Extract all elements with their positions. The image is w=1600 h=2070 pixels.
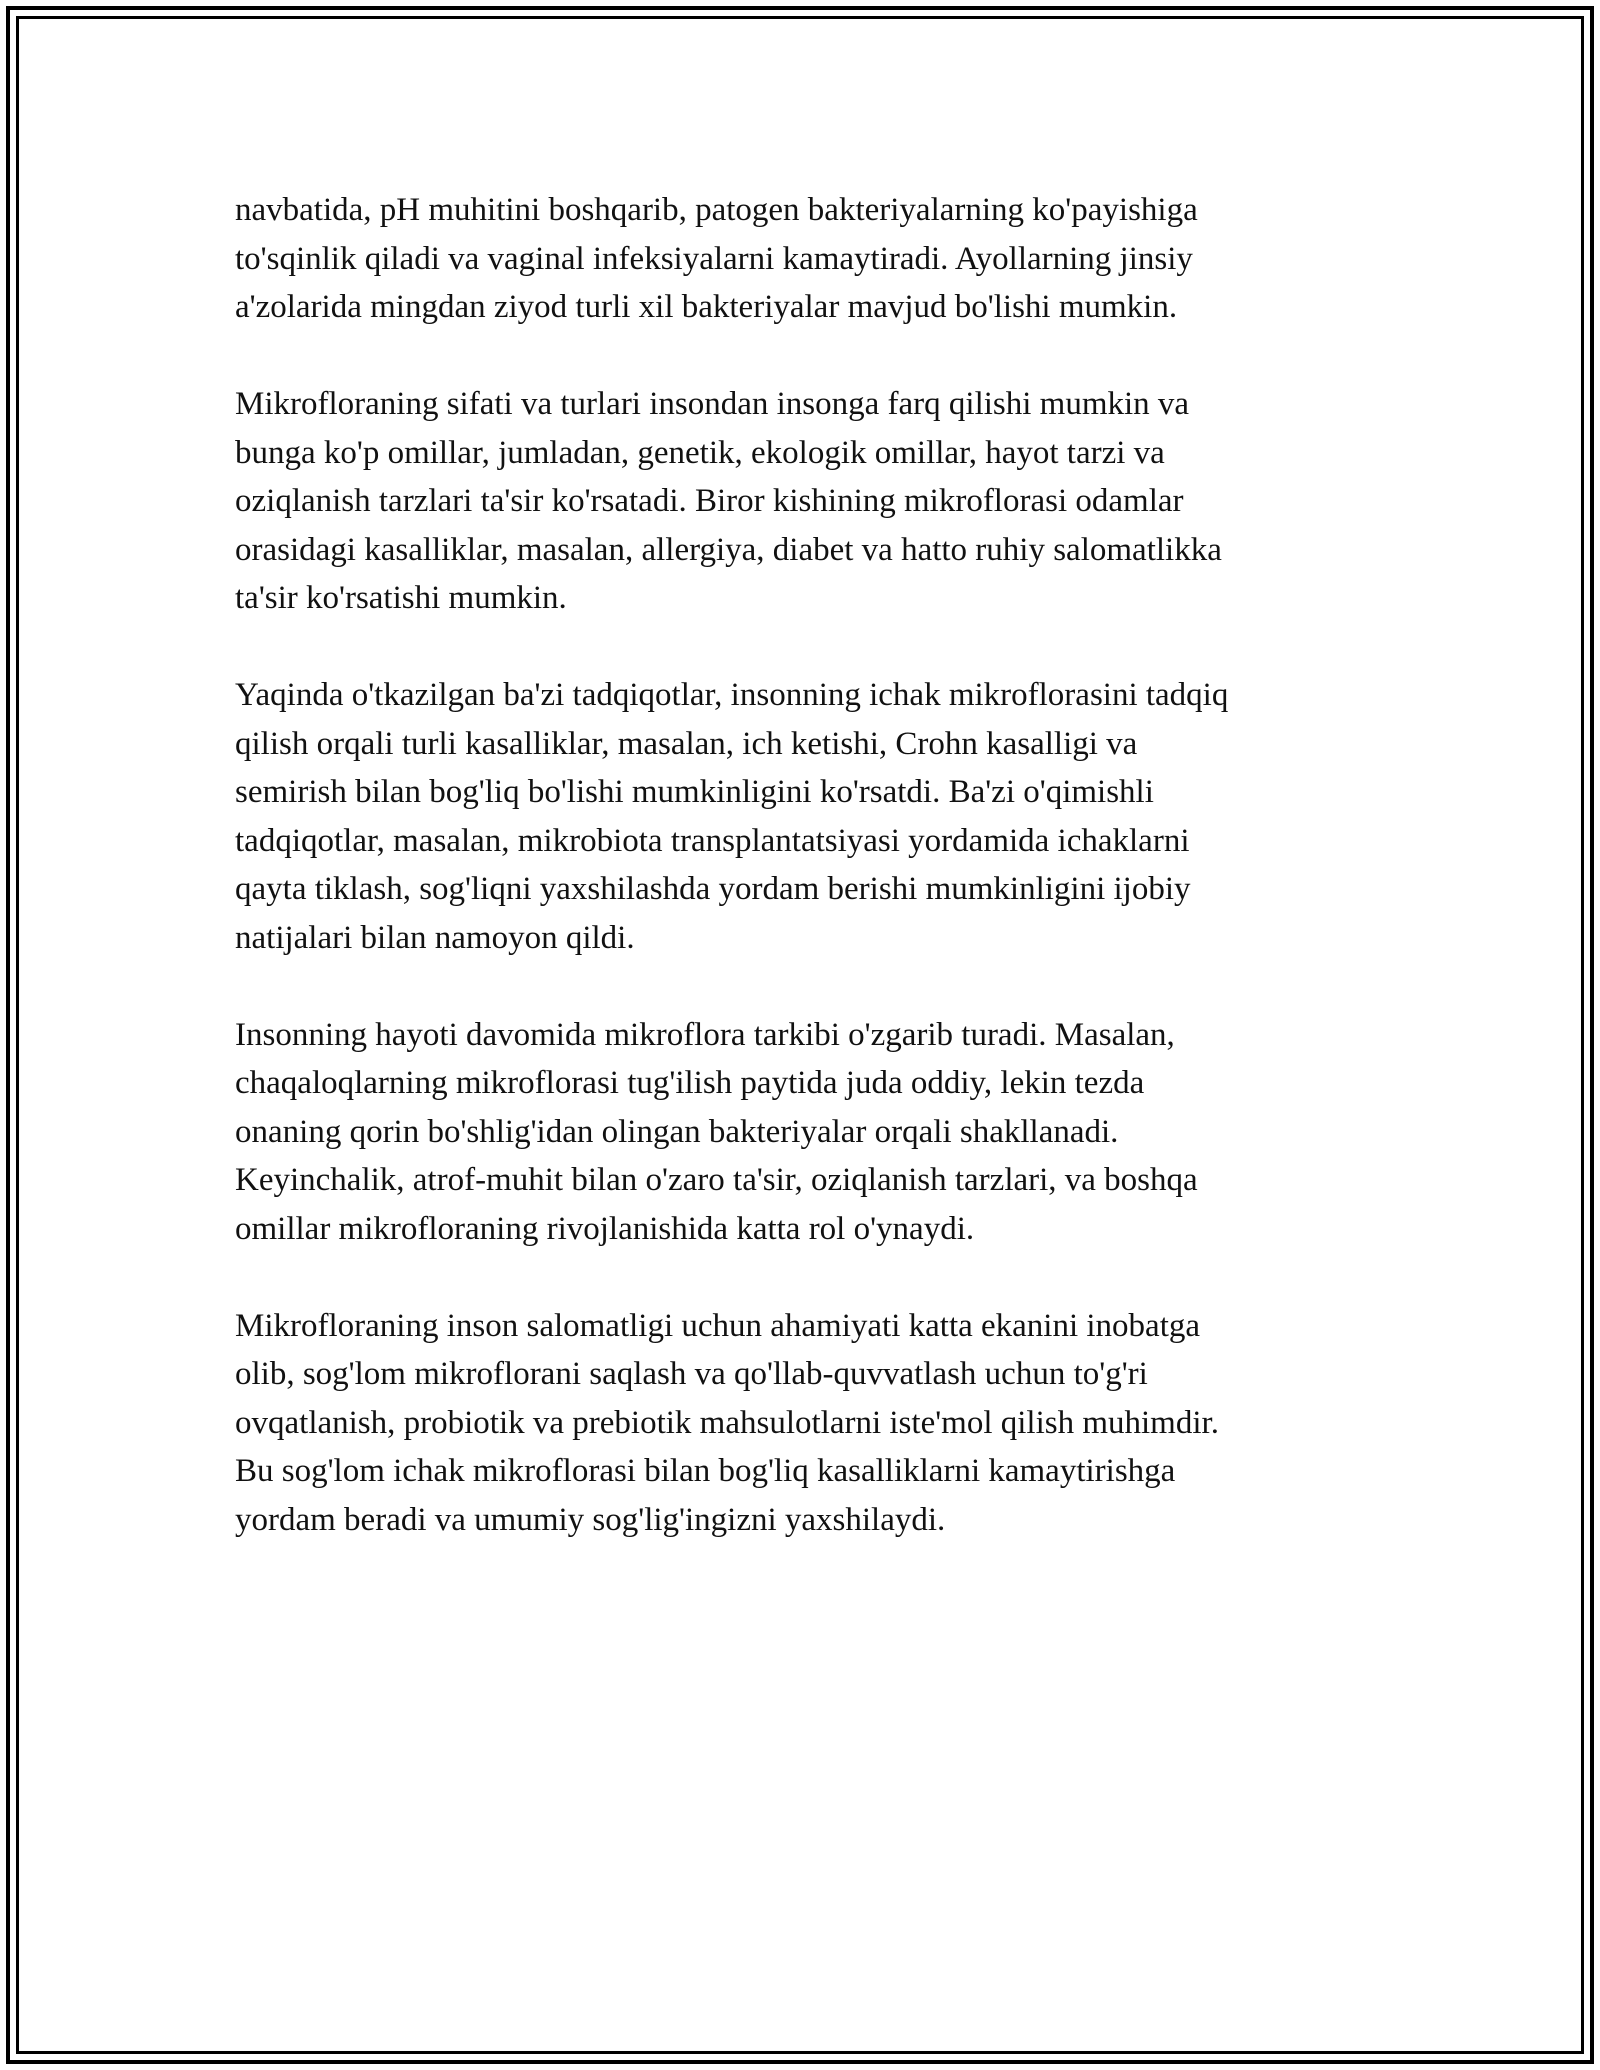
paragraph-3 [235,671,1370,962]
text-line: qilish orqali turli kasalliklar, masalan, ich ketishi, Crohn kasalligi va [235,725,1138,762]
text-line: tadqiqotlar, masalan, mikrobiota transplantatsiyasi yordamida ichaklarni [235,822,1190,859]
text-line: orasidagi kasalliklar, masalan, allergiya, diabet va hatto ruhiy salomatlikka [235,531,1222,568]
text-line: Mikrofloraning sifati va turlari insondan insonga farq qilishi mumkin va [235,386,1190,422]
text-line: chaqaloqlarning mikroflorasi tug'ilish paytida juda oddiy, lekin tezda [235,1065,1145,1101]
text-line: a'zolarida mingdan ziyod turli xil bakteriyalar mavjud bo'lishi mumkin. [235,289,1178,325]
text-line: qayta tiklash, sog'liqni yaxshilashda yordam berishi mumkinligini ijobiy [235,871,1191,907]
text-line: Bu sog'lom ichak mikroflorasi bilan bog'liq kasalliklarni kamaytirishga [235,1453,1176,1489]
paragraph-4 [235,1011,1370,1254]
paragraph-1 [235,186,1370,332]
text-line: yordam beradi va umumiy sog'lig'ingizni yaxshilaydi. [235,1501,946,1538]
text-line: ovqatlanish, probiotik va prebiotik mahsulotlarni iste'mol qilish muhimdir. [235,1404,1219,1441]
text-line: Mikrofloraning inson salomatligi uchun ahamiyati katta ekanini inobatga [235,1307,1201,1344]
text-line: to'sqinlik qiladi va vaginal infeksiyalarni kamaytiradi. Ayollarning jinsiy [235,240,1193,277]
text-line: omillar mikrofloraning rivojlanishida katta rol o'ynaydi. [235,1210,975,1247]
text-line: onaning qorin bo'shlig'idan olingan bakteriyalar orqali shakllanadi. [235,1113,1119,1150]
paragraph-5 [235,1302,1370,1545]
text-line: bunga ko'p omillar, jumladan, genetik, ekologik omillar, hayot tarzi va [235,434,1165,471]
document-body [235,186,1370,1593]
text-line: olib, sog'lom mikroflorani saqlash va qo'llab-quvvatlash uchun to'g'ri [235,1356,1148,1392]
text-line: Yaqinda o'tkazilgan ba'zi tadqiqotlar, insonning ichak mikroflorasini tadqiq [235,677,1229,713]
text-line: ta'sir ko'rsatishi mumkin. [235,580,567,616]
text-line: Keyinchalik, atrof-muhit bilan o'zaro ta'sir, oziqlanish tarzlari, va boshqa [235,1162,1198,1198]
text-line: Insonning hayoti davomida mikroflora tarkibi o'zgarib turadi. Masalan, [235,1016,1175,1053]
text-line: semirish bilan bog'liq bo'lishi mumkinligini ko'rsatdi. Ba'zi o'qimishli [235,774,1154,810]
text-line: oziqlanish tarzlari ta'sir ko'rsatadi. Biror kishining mikroflorasi odamlar [235,483,1184,519]
paragraph-2 [235,380,1370,623]
text-line: navbatida, pH muhitini boshqarib, patogen bakteriyalarning ko'payishiga [235,192,1198,228]
text-line: natijalari bilan namoyon qildi. [235,919,635,956]
